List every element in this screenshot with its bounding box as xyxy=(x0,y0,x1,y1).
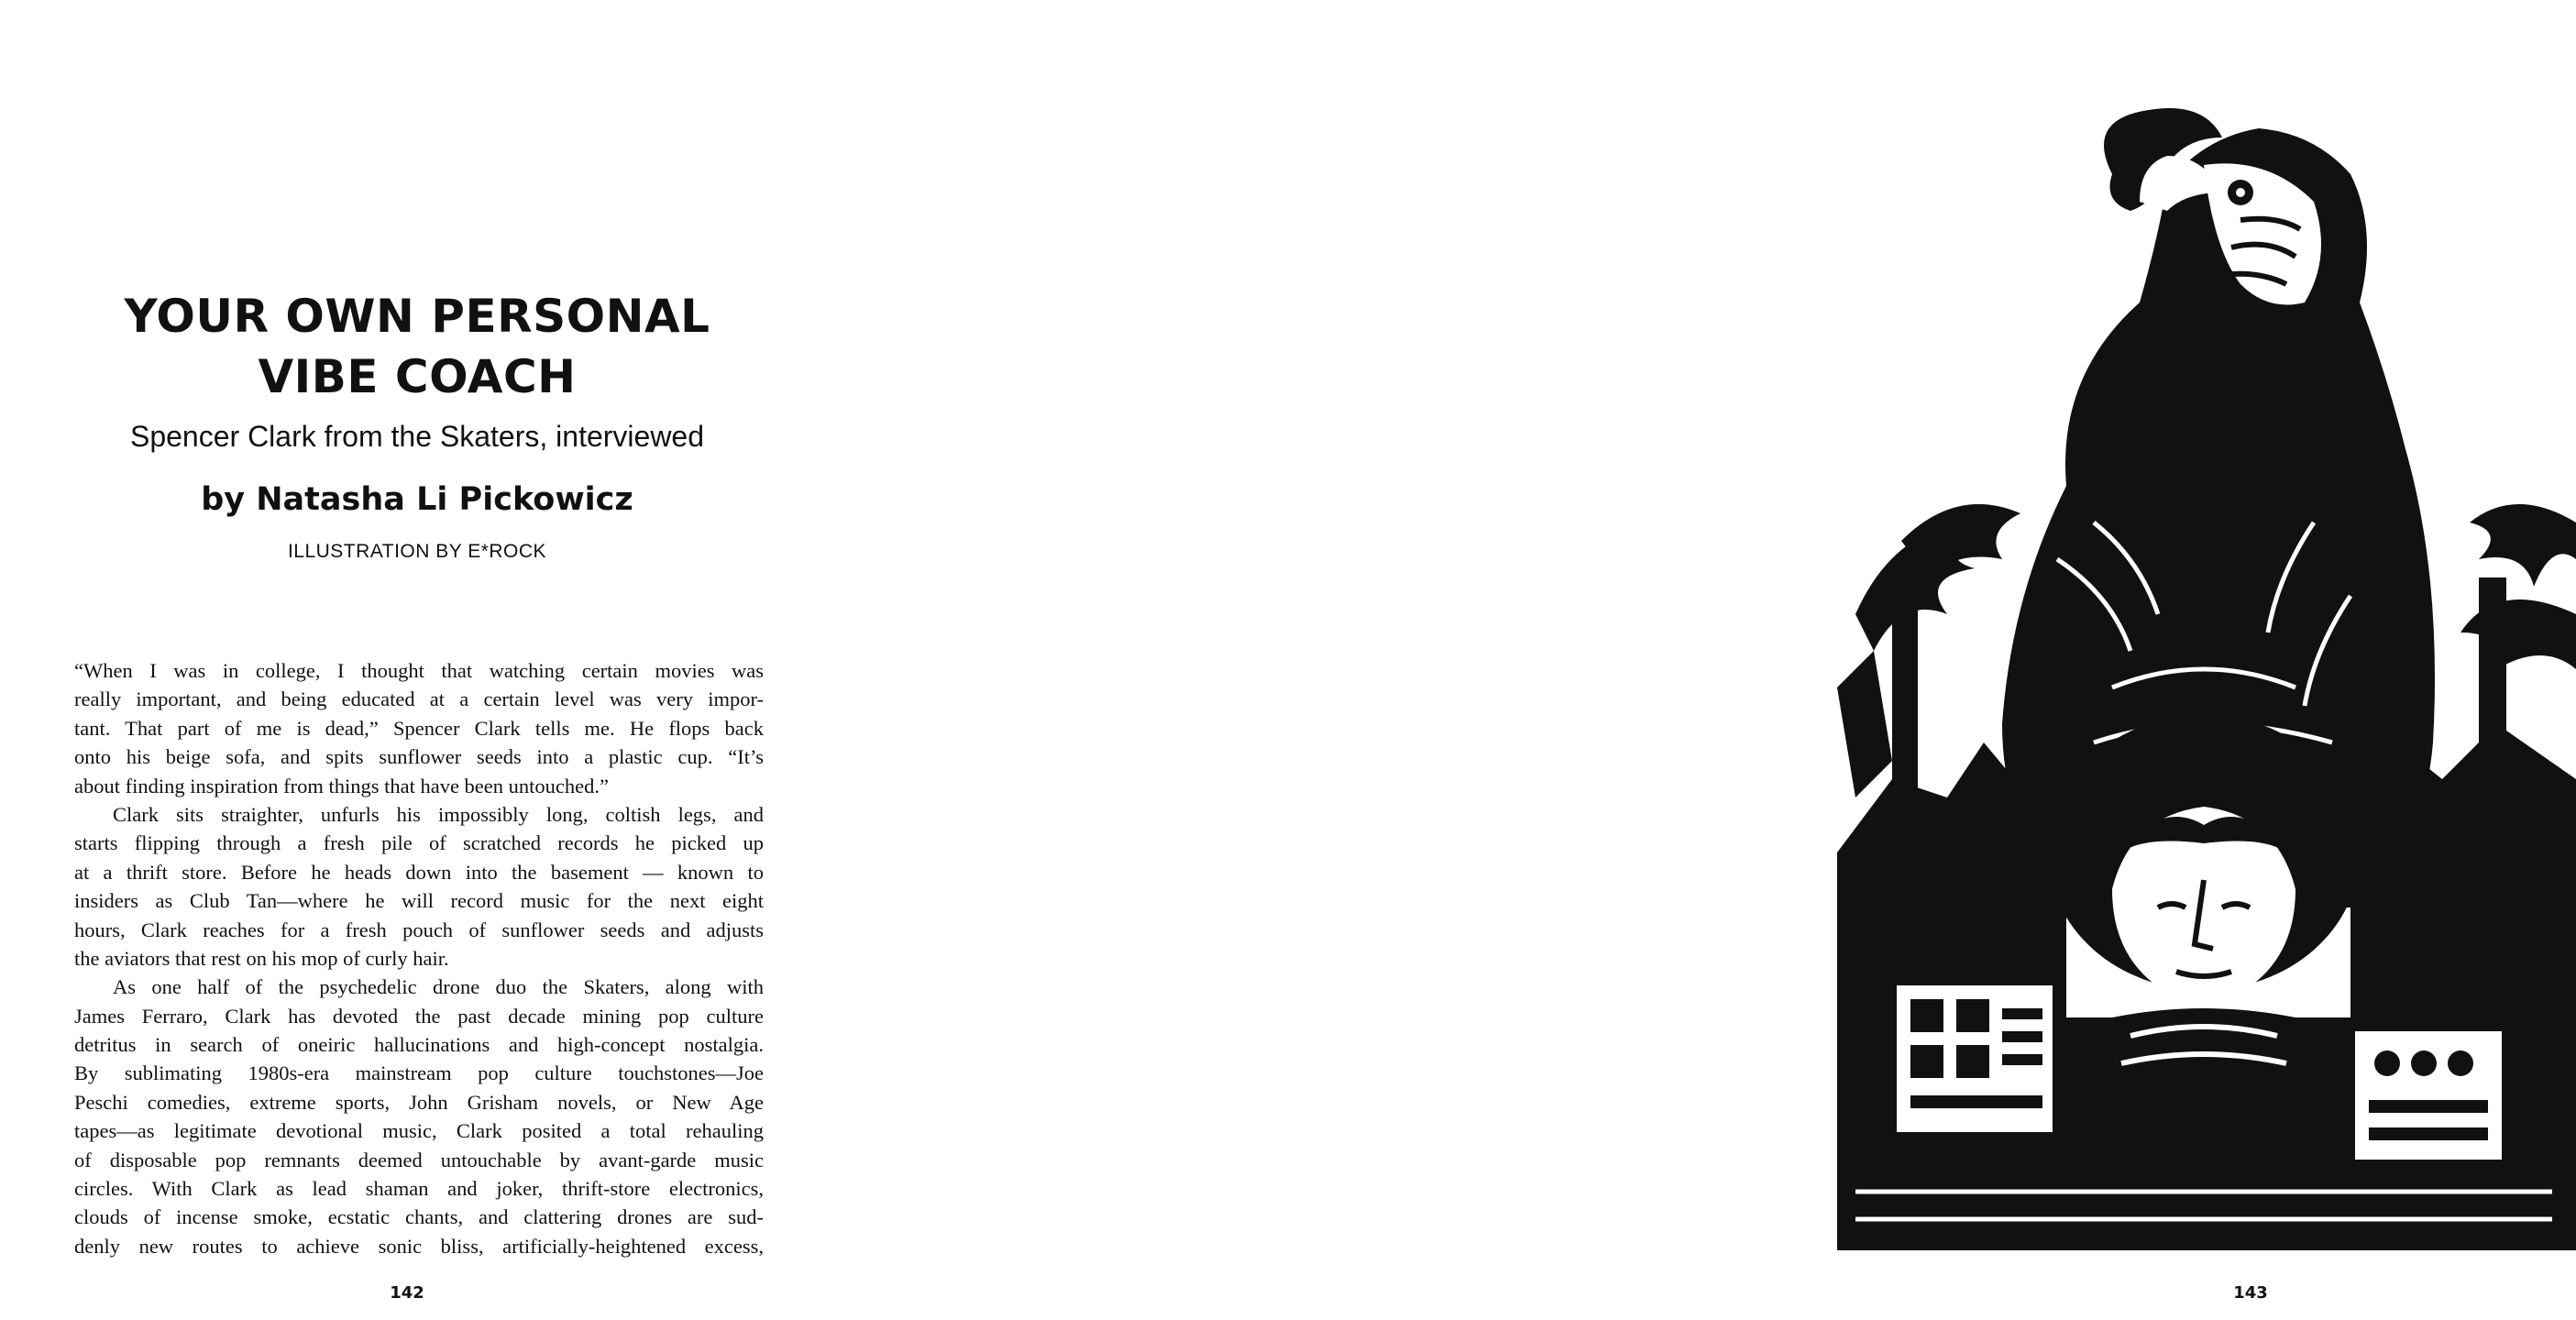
body-line: By sublimating 1980s-era mainstream pop culture touchstones—Joe xyxy=(74,1062,764,1085)
body-line: tapes—as legitimate devotional music, Clark posited a total rehauling xyxy=(74,1119,764,1143)
illustration xyxy=(1837,101,2576,1250)
illustration-credit: ILLUSTRATION BY E*ROCK xyxy=(287,541,547,562)
article-subtitle: Spencer Clark from the Skaters, interviewed xyxy=(129,420,705,453)
body-line: James Ferraro, Clark has devoted the past decade mining pop culture xyxy=(74,1004,764,1028)
synthesizer-right xyxy=(2350,1027,2506,1164)
left-page xyxy=(0,0,880,1320)
body-line: about finding inspiration from things that have been untouched.” xyxy=(74,774,609,798)
body-line: circles. With Clark as lead shaman and joker, thrift-store electronics, xyxy=(74,1177,764,1201)
body-line: hours, Clark reaches for a fresh pouch of sunflower seeds and adjusts xyxy=(74,918,764,941)
body-line: onto his beige sofa, and spits sunflower seeds into a plastic cup. “It’s xyxy=(74,745,764,769)
body-line: starts flipping through a fresh pile of scratched records he picked up xyxy=(74,831,764,855)
synthesizer-left xyxy=(1892,981,2057,1137)
body-line: As one half of the psychedelic drone duo the Skaters, along with xyxy=(113,975,764,999)
illustration-art xyxy=(1837,101,2576,1250)
body-line: “When I was in college, I thought that watching certain movies was xyxy=(74,659,764,682)
body-line: at a thrift store. Before he heads down into the basement — known to xyxy=(74,860,764,884)
title-line-1: YOUR OWN PERSONAL xyxy=(124,290,710,343)
body-line: detritus in search of oneiric hallucinations and high-concept nostalgia. xyxy=(74,1033,764,1057)
body-line: Clark sits straighter, unfurls his impossibly long, coltish legs, and xyxy=(113,802,764,826)
page-number-right: 143 xyxy=(2233,1283,2268,1303)
body-line: the aviators that rest on his mop of curly hair. xyxy=(74,946,449,970)
foreground-ground xyxy=(1837,1164,2576,1250)
body-line: insiders as Club Tan—where he will record music for the next eight xyxy=(74,889,764,913)
right-page xyxy=(880,0,2268,1320)
body-line: clouds of incense smoke, ecstatic chants, and clattering drones are sud- xyxy=(74,1205,764,1229)
body-line: really important, and being educated at a certain level was very impor- xyxy=(74,688,764,711)
body-line: Peschi comedies, extreme sports, John Grisham novels, or New Age xyxy=(74,1090,764,1114)
body-line: denly new routes to achieve sonic bliss, artificially-heightened excess, xyxy=(74,1234,764,1258)
article-title xyxy=(73,286,761,407)
body-line: tant. That part of me is dead,” Spencer Clark tells me. He flops back xyxy=(74,716,764,740)
title-line-2: VIBE COACH xyxy=(258,350,577,403)
article-byline: by Natasha Li Pickowicz xyxy=(201,481,633,518)
article-body xyxy=(74,656,764,1260)
page-number-left: 142 xyxy=(390,1283,424,1303)
body-line: of disposable pop remnants deemed untouchable by avant-garde music xyxy=(74,1148,764,1172)
